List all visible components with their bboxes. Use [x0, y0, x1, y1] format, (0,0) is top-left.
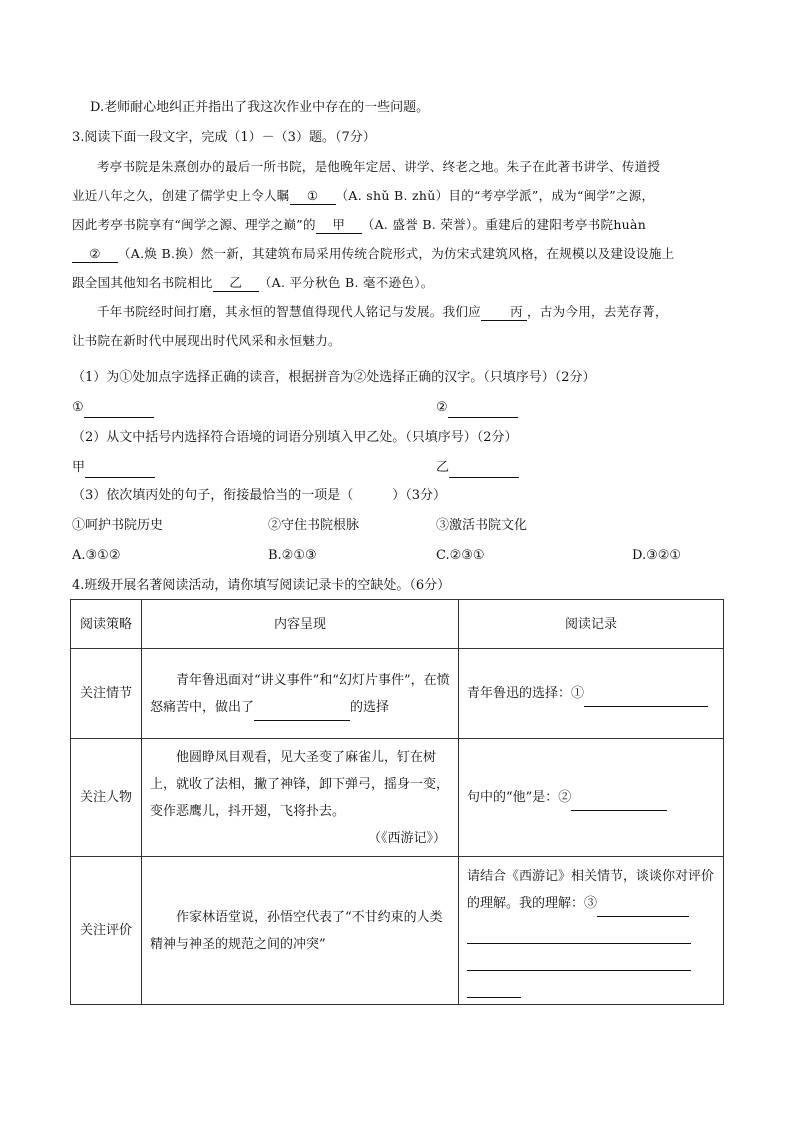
option-c[interactable]: C.②③① — [436, 548, 485, 563]
answer-blank[interactable] — [597, 902, 689, 917]
row-content — [142, 649, 459, 739]
answer-blank[interactable] — [467, 971, 521, 998]
passage-text: 让书院在新时代中展现出时代风采和永恒魅力。 — [72, 333, 341, 348]
row-content: 作家林语堂说，孙悟空代表了“不甘约束的人类精神与神圣的规范之间的冲突” — [142, 857, 459, 1005]
item-2: ②守住书院根脉 — [268, 518, 360, 533]
answer-yi — [436, 458, 519, 478]
record-text: 青年鲁迅的选择：① — [467, 686, 585, 701]
record-text: 句中的“他”是：② — [467, 790, 572, 805]
blank-2: ② — [72, 246, 118, 263]
answer-2 — [436, 398, 518, 418]
passage-text: （A. 平分秋色 B. 毫不逊色）。 — [258, 275, 434, 290]
row-record — [459, 739, 724, 857]
row-record — [459, 857, 724, 1005]
answer-label: 甲 — [72, 460, 86, 475]
row-content — [142, 739, 459, 857]
answer-blank[interactable] — [254, 706, 350, 721]
content-text: 的选择 — [350, 699, 390, 715]
answer-jia — [72, 458, 155, 478]
item-3: ③激活书院文化 — [436, 518, 528, 533]
answer-label: ② — [436, 400, 448, 415]
passage-text: （A. shǔ B. zhǔ）目的“考亭学派”，成为“闽学”之源， — [335, 188, 655, 203]
q4-heading: 4.班级开展名著阅读活动，请你填写阅读记录卡的空缺处。（6分） — [72, 578, 451, 593]
answer-blank[interactable] — [467, 917, 691, 944]
q3-sub3: （3）依次填丙处的句子，衔接最恰当的一项是（ ）（3分） — [72, 488, 447, 503]
reading-record-table — [70, 599, 724, 1005]
passage-text: 考亭书院是朱熹创办的最后一所书院，是他晚年定居、讲学、终老之地。朱子在此著书讲学、传道授 — [97, 159, 661, 174]
option-b[interactable]: B.②①③ — [268, 548, 317, 563]
q3-sub1: （1）为①处加点字选择正确的读音，根据拼音为②处选择正确的汉字。（只填序号）（2分） — [72, 370, 596, 385]
answer-blank[interactable] — [85, 463, 155, 478]
table-row — [71, 857, 724, 1005]
passage-text: （A. 盛誉 B. 荣誉）。重建后的建阳考亭书院huàn — [361, 217, 647, 232]
header-content: 内容呈现 — [142, 600, 459, 649]
row-strategy: 关注人物 — [71, 739, 142, 857]
answer-blank[interactable] — [448, 403, 518, 418]
row-strategy: 关注情节 — [71, 649, 142, 739]
answer-label: ① — [72, 400, 84, 415]
answer-blank[interactable] — [571, 796, 667, 811]
header-record: 阅读记录 — [459, 600, 724, 649]
blank-1: ① — [290, 188, 336, 205]
answer-blank[interactable] — [84, 403, 154, 418]
header-strategy: 阅读策略 — [71, 600, 142, 649]
passage-text: 因此考亭书院享有“闽学之源、理学之巅”的 — [72, 217, 316, 232]
answer-blank[interactable] — [449, 463, 519, 478]
content-text: 他圆睁凤目观看，见大圣变了麻雀儿，钉在树上，就收了法相，撇了神锋，卸下弹弓，摇身一变，变作恶鹰儿，抖开翅，飞将扑去。 — [150, 749, 450, 819]
blank-jia: 甲 — [316, 217, 362, 234]
row-strategy: 关注评价 — [71, 857, 142, 1005]
option-a[interactable]: A.③①② — [72, 548, 121, 563]
passage-text: （A.焕 B.换）然一新，其建筑布局采用传统合院形式，为仿宋式建筑风格，在规模以及建设设施上 — [118, 246, 675, 261]
q3-heading: 3.阅读下面一段文字，完成（1）－（3）题。（7分） — [72, 130, 376, 145]
row-record — [459, 649, 724, 739]
content-text: 青年鲁迅面对“讲义事件”和“幻灯片事件”，在愤怒痛苦中，做出了 — [150, 672, 450, 715]
passage-text: 跟全国其他知名书院相比 — [72, 275, 213, 290]
q3-sub2: （2）从文中括号内选择符合语境的词语分别填入甲乙处。（只填序号）（2分） — [72, 430, 518, 445]
record-text: 请结合《西游记》相关情节，谈谈你对评价的理解。我的理解：③ — [467, 869, 715, 911]
blank-yi: 乙 — [213, 275, 259, 292]
source-text: （《西游记》） — [367, 830, 446, 846]
table-header-row — [71, 600, 724, 649]
q3-passage — [72, 152, 722, 355]
answer-label: 乙 — [436, 460, 450, 475]
passage-text: 业近八年之久，创建了儒学史上令人瞩 — [72, 188, 290, 203]
answer-blank[interactable] — [584, 692, 708, 707]
passage-text: 千年书院经时间打磨，其永恒的智慧值得现代人铭记与发展。我们应 — [97, 304, 482, 319]
table-row — [71, 739, 724, 857]
option-d[interactable]: D.③②① — [632, 548, 682, 563]
passage-text: ，古为今用，去芜存菁， — [527, 304, 668, 319]
item-1: ①呵护书院历史 — [72, 518, 164, 533]
table-row — [71, 649, 724, 739]
q2-option-d: D.老师耐心地纠正并指出了我这次作业中存在的一些问题。 — [90, 100, 430, 115]
answer-blank[interactable] — [467, 944, 691, 971]
answer-1 — [72, 398, 154, 418]
blank-bing: 丙 — [481, 304, 527, 321]
